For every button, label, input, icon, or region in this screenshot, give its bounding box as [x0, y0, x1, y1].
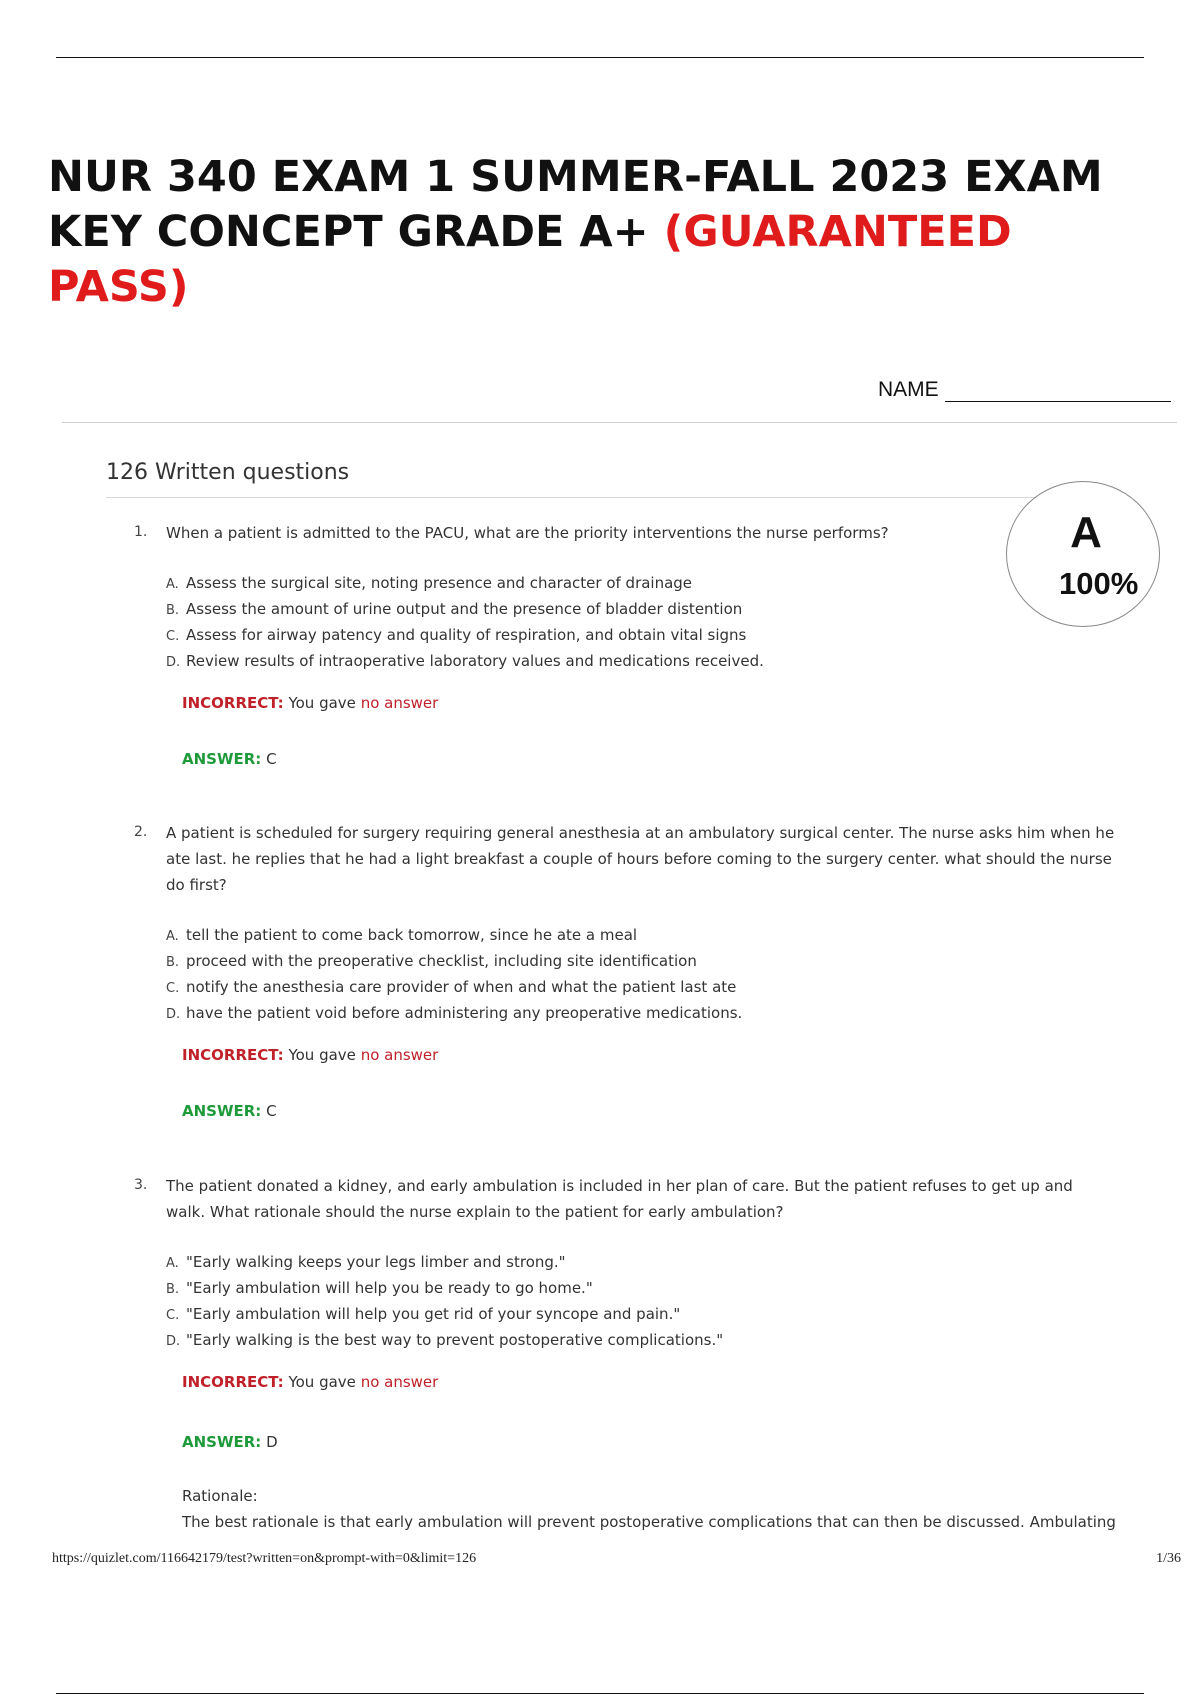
answer-label: ANSWER:: [182, 750, 262, 768]
options-list: [166, 1249, 1066, 1353]
page-number: 1/36: [1156, 1551, 1181, 1566]
name-blank-line: [945, 379, 1171, 402]
option-c[interactable]: C. notify the anesthesia care provider of when and what the patient last ate: [166, 978, 737, 996]
option-b[interactable]: B. Assess the amount of urine output and the presence of bladder distention: [166, 600, 743, 618]
question-number: 2.: [134, 824, 148, 840]
answer-value: C: [266, 1102, 277, 1120]
document-title: [48, 150, 1158, 315]
grade-letter: A: [1070, 508, 1102, 557]
no-answer-text: no answer: [360, 694, 439, 712]
option-c[interactable]: C. "Early ambulation will help you get rid of your syncope and pain.": [166, 1305, 681, 1323]
you-gave-text: You gave: [288, 1046, 356, 1064]
incorrect-label: INCORRECT:: [182, 1373, 284, 1391]
question-number: 1.: [134, 524, 148, 540]
option-c[interactable]: C. Assess for airway patency and quality of respiration, and obtain vital signs: [166, 626, 747, 644]
rationale-label: Rationale:: [182, 1487, 258, 1505]
option-d[interactable]: D. have the patient void before administering any preoperative medications.: [166, 1004, 743, 1022]
incorrect-label: INCORRECT:: [182, 694, 284, 712]
no-answer-text: no answer: [360, 1046, 439, 1064]
option-d[interactable]: D. "Early walking is the best way to prevent postoperative complications.": [166, 1331, 724, 1349]
option-a[interactable]: A. "Early walking keeps your legs limber and strong.": [166, 1253, 566, 1271]
correct-answer: [182, 1102, 277, 1120]
title-main: NUR 340 EXAM 1 SUMMER-FALL 2023 EXAM KEY CONCEPT GRADE A+: [48, 152, 1103, 257]
name-field: [878, 378, 1171, 402]
option-d[interactable]: D. Review results of intraoperative laboratory values and medications received.: [166, 652, 764, 670]
rationale-block: [182, 1483, 1142, 1535]
question-number: 3.: [134, 1177, 148, 1193]
questions-count: 126 Written questions: [106, 460, 350, 485]
correct-answer: [182, 750, 277, 768]
answer-value: D: [266, 1433, 278, 1451]
result-status: [182, 1046, 438, 1064]
answer-label: ANSWER:: [182, 1433, 262, 1451]
answer-value: C: [266, 750, 277, 768]
you-gave-text: You gave: [288, 1373, 356, 1391]
question-text: A patient is scheduled for surgery requiring general anesthesia at an ambulatory surgical center. The nurse asks him when he ate last. he replies that he had a light breakfast a couple of hours before coming to the surgery center. what should the nurse do first?: [166, 824, 1115, 894]
footer-url[interactable]: https://quizlet.com/116642179/test?written=on&prompt-with=0&limit=126: [52, 1551, 477, 1566]
bottom-rule: [56, 1693, 1144, 1694]
you-gave-text: You gave: [288, 694, 356, 712]
option-a[interactable]: A. tell the patient to come back tomorrow, since he ate a meal: [166, 926, 638, 944]
result-status: [182, 1373, 438, 1391]
answer-label: ANSWER:: [182, 1102, 262, 1120]
no-answer-text: no answer: [360, 1373, 439, 1391]
question-text: The patient donated a kidney, and early ambulation is included in her plan of care. But the patient refuses to get up and walk. What rationale should the nurse explain to the patient for early ambulation?: [166, 1177, 1073, 1221]
option-b[interactable]: B. "Early ambulation will help you be ready to go home.": [166, 1279, 593, 1297]
top-rule: [56, 57, 1144, 58]
option-a[interactable]: A. Assess the surgical site, noting presence and character of drainage: [166, 574, 693, 592]
option-b[interactable]: B. proceed with the preoperative checklist, including site identification: [166, 952, 697, 970]
result-status: [182, 694, 438, 712]
incorrect-label: INCORRECT:: [182, 1046, 284, 1064]
question-text: When a patient is admitted to the PACU, what are the priority interventions the nurse performs?: [166, 524, 889, 542]
name-label: NAME: [878, 378, 939, 401]
count-divider: [106, 497, 1116, 498]
header-divider: [62, 422, 1177, 423]
title-guarantee: (GUARANTEED PASS): [48, 207, 1012, 312]
grade-percent: 100%: [1059, 566, 1139, 601]
correct-answer: [182, 1433, 278, 1451]
options-list: [166, 570, 1066, 674]
options-list: [166, 922, 1066, 1026]
rationale-text: The best rationale is that early ambulation will prevent postoperative complications that can then be discussed. Ambulating: [182, 1513, 1116, 1531]
